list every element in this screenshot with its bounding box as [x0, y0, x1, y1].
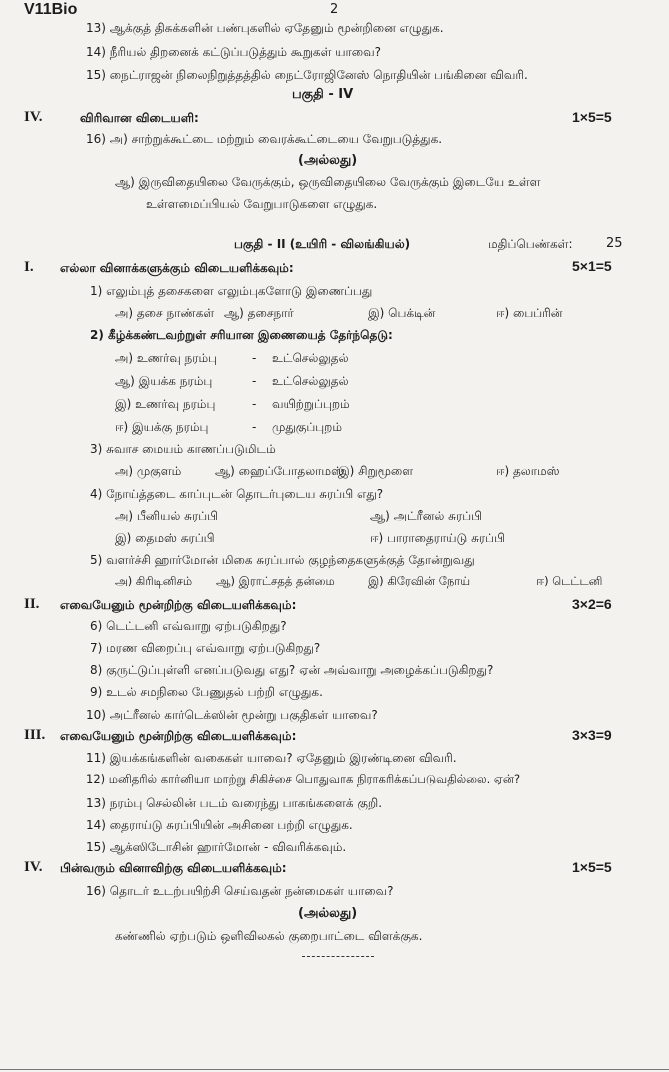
- question-4: 4) நோய்த்தடை காப்புடன் தொடர்புடைய சுரப்பி எது?: [90, 487, 384, 501]
- question-14: 14) தைராய்டு சுரப்பியின் அசினை பற்றி எழுதுக.: [86, 818, 353, 832]
- section-label-bot-4: விரிவான விடையளி:: [80, 111, 199, 125]
- q2-row-c-dash: -: [252, 397, 257, 411]
- q2-row-c-right: வயிற்றுப்புறம்: [272, 397, 350, 411]
- question-13-bot: 13) ஆக்குத் திசுக்களின் பண்புகளில் ஏதேனும் மூன்றினை எழுதுக.: [86, 21, 444, 35]
- q3-option-d: ஈ) தலாமஸ்: [496, 464, 560, 478]
- question-14-bot: 14) நீரியல் திறனைக் கட்டுப்படுத்தும் கூறுகள் யாவை?: [86, 45, 381, 59]
- section-marks-4: 1×5=5: [572, 859, 612, 875]
- q2-row-a-right: உட்செல்லுதல்: [272, 351, 349, 365]
- section-roman-2: II.: [24, 596, 40, 612]
- q2-row-d-right: முதுகுப்புறம்: [272, 420, 343, 434]
- question-7: 7) மரண விறைப்பு எவ்வாறு ஏற்படுகிறது?: [90, 641, 321, 655]
- q1-option-c: இ) பெக்டின்: [368, 306, 436, 320]
- question-10: 10) அட்ரீனல் கார்டெக்ஸின் மூன்று பகுதிகள் யாவை?: [86, 708, 378, 722]
- q2-row-b-right: உட்செல்லுதல்: [272, 374, 349, 388]
- q2-row-b-dash: -: [252, 374, 257, 388]
- section-roman-1: I.: [24, 259, 34, 275]
- question-2: 2) கீழ்க்கண்டவற்றுள் சரியான இணையைத் தேர்ந்தெடு:: [90, 328, 393, 342]
- question-16b-line2: உள்ளமைப்பியல் வேறுபாடுகளை எழுதுக.: [146, 197, 378, 211]
- q1-option-d: ஈ) பைப்ரின்: [496, 306, 563, 320]
- q5-option-c: இ) கிரேவின் நோய்: [368, 574, 471, 588]
- question-15: 15) ஆக்ஸிடோசின் ஹார்மோன் - விவரிக்கவும்.: [86, 840, 347, 854]
- question-16b-line1: ஆ) இருவிதையிலை வேருக்கும், ஒருவிதையிலை வேருக்கும் இடையே உள்ள: [115, 175, 541, 189]
- q1-option-b: ஆ) தசைநார்: [224, 306, 294, 320]
- question-16a-bot: 16) அ) சாற்றுக்கூட்டை மற்றும் வைரக்கூட்டையை வேறுபடுத்துக.: [86, 132, 443, 146]
- question-3: 3) சுவாச மையம் காணப்படுமிடம்: [90, 442, 276, 456]
- q5-option-a: அ) கிரிடினிசம்: [115, 574, 193, 588]
- q3-option-a: அ) முகுளம்: [115, 464, 182, 478]
- section-label-1: எல்லா வினாக்களுக்கும் விடையளிக்கவும்:: [60, 261, 294, 275]
- question-9: 9) உடல் சமநிலை பேணுதல் பற்றி எழுதுக.: [90, 685, 323, 699]
- q2-row-b-left: ஆ) இயக்க நரம்பு: [115, 374, 213, 388]
- q5-option-d: ஈ) டெட்டனி: [536, 574, 603, 588]
- section-roman-bot-4: IV.: [24, 109, 43, 125]
- question-8: 8) குருட்டுப்புள்ளி எனப்படுவது எது? ஏன் அவ்வாறு அழைக்கப்படுகிறது?: [90, 663, 494, 677]
- q2-row-c-left: இ) உணர்வு நரம்பு: [115, 397, 216, 411]
- section-marks-2: 3×2=6: [572, 596, 612, 612]
- section-label-2: எவையேனும் மூன்றிற்கு விடையளிக்கவும்:: [60, 598, 297, 612]
- or-label: (அல்லது): [298, 906, 358, 921]
- q4-option-d: ஈ) பாராதைராய்டு சுரப்பி: [370, 531, 505, 545]
- question-16: 16) தொடர் உடற்பயிற்சி செய்வதன் நன்மைகள் யாவை?: [86, 884, 394, 898]
- section-marks-3: 3×3=9: [572, 727, 612, 743]
- zoology-title: பகுதி - II (உயிரி - விலங்கியல்): [234, 237, 411, 251]
- max-marks-value: 25: [606, 236, 623, 251]
- section-label-4: பின்வரும் வினாவிற்கு விடையளிக்கவும்:: [60, 861, 287, 875]
- q4-option-c: இ) தைமஸ் சுரப்பி: [115, 531, 215, 545]
- q2-row-a-dash: -: [252, 351, 257, 365]
- page-bottom-edge: [0, 1069, 669, 1070]
- q2-row-d-dash: -: [252, 420, 257, 434]
- part4-title: பகுதி - IV: [292, 87, 354, 102]
- paper-code: V11Bio: [24, 1, 78, 18]
- question-13: 13) நரம்பு செல்லின் படம் வரைந்து பாகங்களைக் குறி.: [86, 796, 383, 810]
- q5-option-b: ஆ) இராட்சதத் தன்மை: [216, 574, 335, 588]
- question-16b: கண்ணில் ஏற்படும் ஒளிவிலகல் குறைபாட்டை விளக்குக.: [115, 929, 423, 943]
- section-marks-bot-4: 1×5=5: [572, 109, 612, 125]
- max-marks-label: மதிப்பெண்கள்:: [488, 237, 573, 251]
- section-marks-1: 5×1=5: [572, 258, 612, 274]
- question-12: 12) மனிதரில் கார்னியா மாற்று சிகிச்சை பொதுவாக நிராகரிக்கப்படுவதில்லை. ஏன்?: [86, 772, 521, 786]
- q2-row-a-left: அ) உணர்வு நரம்பு: [115, 351, 218, 365]
- question-11: 11) இயக்கங்களின் வகைகள் யாவை? ஏதேனும் இரண்டினை விவரி.: [86, 751, 457, 765]
- or-label-bot: (அல்லது): [298, 153, 358, 168]
- question-15-bot: 15) நைட்ராஜன் நிலைநிறுத்தத்தில் நைட்ரோஜினேஸ் நொதியின் பங்கினை விவரி.: [86, 68, 528, 82]
- section-label-3: எவையேனும் மூன்றிற்கு விடையளிக்கவும்:: [60, 729, 297, 743]
- question-5: 5) வளர்ச்சி ஹார்மோன் மிகை சுரப்பால் குழந்தைகளுக்குத் தோன்றுவது: [90, 553, 475, 567]
- section-roman-3: III.: [24, 727, 46, 743]
- q4-option-a: அ) பீனியல் சுரப்பி: [115, 509, 219, 523]
- page-number: 2: [330, 2, 339, 17]
- q1-option-a: அ) தசை நாண்கள்: [115, 306, 215, 320]
- q3-option-c: இ) சிறுமூளை: [338, 464, 414, 478]
- q3-option-b: ஆ) ஹைப்போதலாமஸ்: [215, 464, 344, 478]
- q2-row-d-left: ஈ) இயக்கு நரம்பு: [115, 420, 209, 434]
- section-roman-4: IV.: [24, 859, 43, 875]
- q4-option-b: ஆ) அட்ரீனல் சுரப்பி: [370, 509, 483, 523]
- end-divider: [302, 956, 374, 957]
- question-6: 6) டெட்டனி எவ்வாறு ஏற்படுகிறது?: [90, 619, 287, 633]
- question-1: 1) எலும்புத் தசைகளை எலும்புகளோடு இணைப்பது: [90, 284, 373, 298]
